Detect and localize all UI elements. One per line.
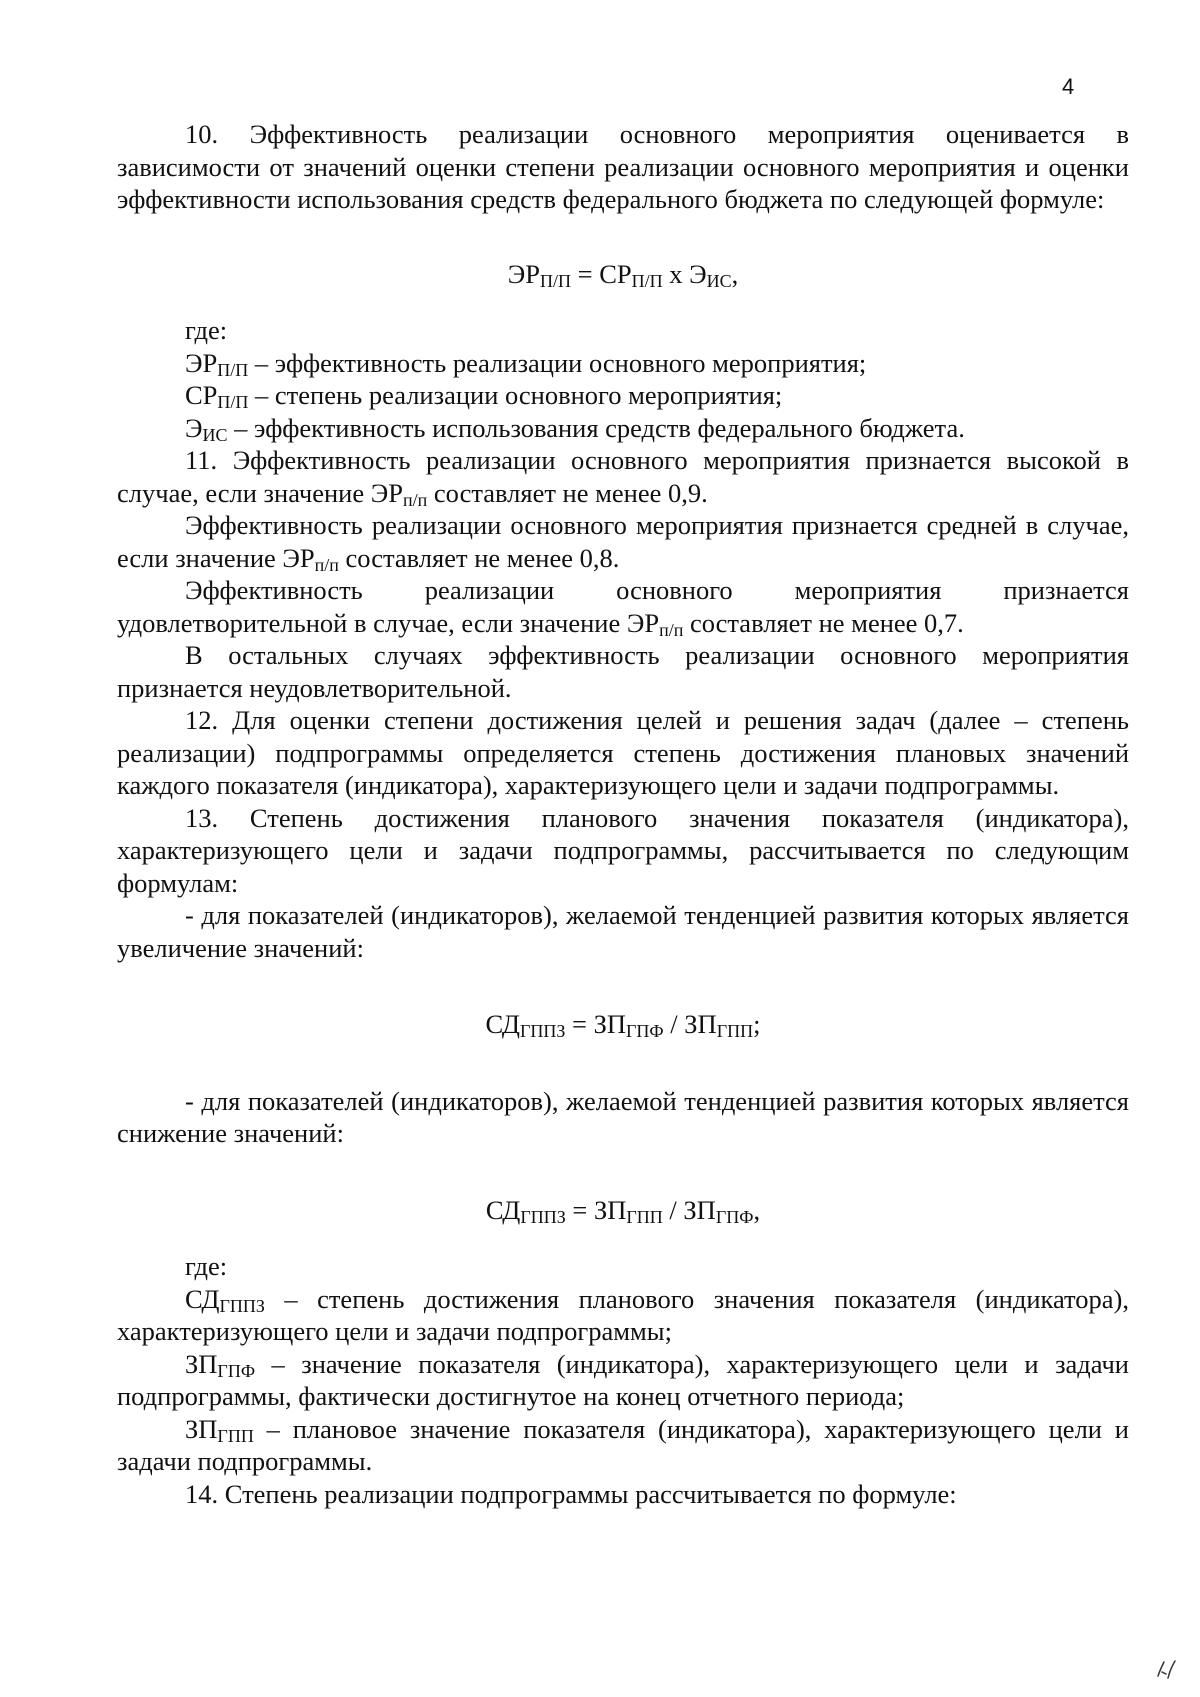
definition-zp-plan: $ЗП_{ГПП}$ – плановое значение показателя (индикатора), характеризующего цели и задачи подпрограммы. <box>117 1413 1129 1476</box>
handwritten-mark <box>1154 1658 1180 1682</box>
paragraph-11-high: 11. Эффективность реализации основного мероприятия признается высокой в случае, если значение $ЭР_{п/п}$ составляет не менее 0,9. <box>117 445 1129 510</box>
definition-eis: $Э_{ИС}$ – эффективность использования средств федерального бюджета. <box>185 412 965 445</box>
paragraph-12: 12. Для оценки степени достижения целей и решения задач (далее – степень реализации) подпрограммы определяется степень достижения плановых значений каждого показателя (индикатора), характеризующего цели и задачи подпрограммы. <box>117 705 1129 800</box>
formula-sd-decrease: $СД_{ГППЗ} = ЗП_{ГПП} / ЗП_{ГПФ}$, <box>485 1194 761 1227</box>
page-number: 4 <box>1062 74 1075 99</box>
paragraph-13: 13. Степень достижения планового значения показателя (индикатора), характеризующего цели и задачи подпрограммы, рассчитывается по следующим формулам: <box>117 802 1129 898</box>
paragraph-11-unsatisfactory: В остальных случаях эффективность реализации основного мероприятия признается неудовлетворительной. <box>117 640 1129 703</box>
paragraph-10: 10. Эффективность реализации основного мероприятия оценивается в зависимости от значений оценки степени реализации основного мероприятия и оценки эффективности использования средств федерального бюджета по следующей формуле: <box>117 119 1129 214</box>
where-label-2: где: <box>185 1251 228 1281</box>
definition-sr: $СР_{П/П}$ – степень реализации основного мероприятия; <box>185 380 783 412</box>
document-body <box>117 118 1129 1510</box>
paragraph-11-medium: Эффективность реализации основного мероприятия признается средней в случае, если значение $ЭР_{п/п}$ составляет не менее 0,8. <box>117 510 1129 575</box>
formula-sd-increase: $СД_{ГППЗ} = ЗП_{ГПФ} / ЗП_{ГПП}$; <box>485 1009 761 1041</box>
paragraph-14: 14. Степень реализации подпрограммы рассчитывается по формуле: <box>185 1478 957 1509</box>
formula-er: $ЭР_{П/П} = СР_{П/П}$ х $Э_{ИС}$, <box>507 258 739 291</box>
where-label-1: где: <box>185 315 228 345</box>
definition-sd: $СД_{ГППЗ}$ – степень достижения планового значения показателя (индикатора), характеризующего цели и задачи подпрограммы; <box>117 1283 1129 1346</box>
definition-zp-fact: $ЗП_{ГПФ}$ – значение показателя (индикатора), характеризующего цели и задачи подпрограммы, фактически достигнутое на конец отчетного периода; <box>117 1348 1129 1411</box>
paragraph-13-decrease: - для показателей (индикаторов), желаемой тенденцией развития которых является снижение значений: <box>117 1085 1129 1148</box>
paragraph-11-satisfactory: Эффективность реализации основного мероприятия признается удовлетворительной в случае, если значение $ЭР_{п/п}$ составляет не менее 0,7. <box>117 575 1129 640</box>
paragraph-13-increase: - для показателей (индикаторов), желаемой тенденцией развития которых является увеличение значений: <box>117 900 1129 963</box>
definition-er: $ЭР_{П/П}$ – эффективность реализации основного мероприятия; <box>185 347 867 380</box>
